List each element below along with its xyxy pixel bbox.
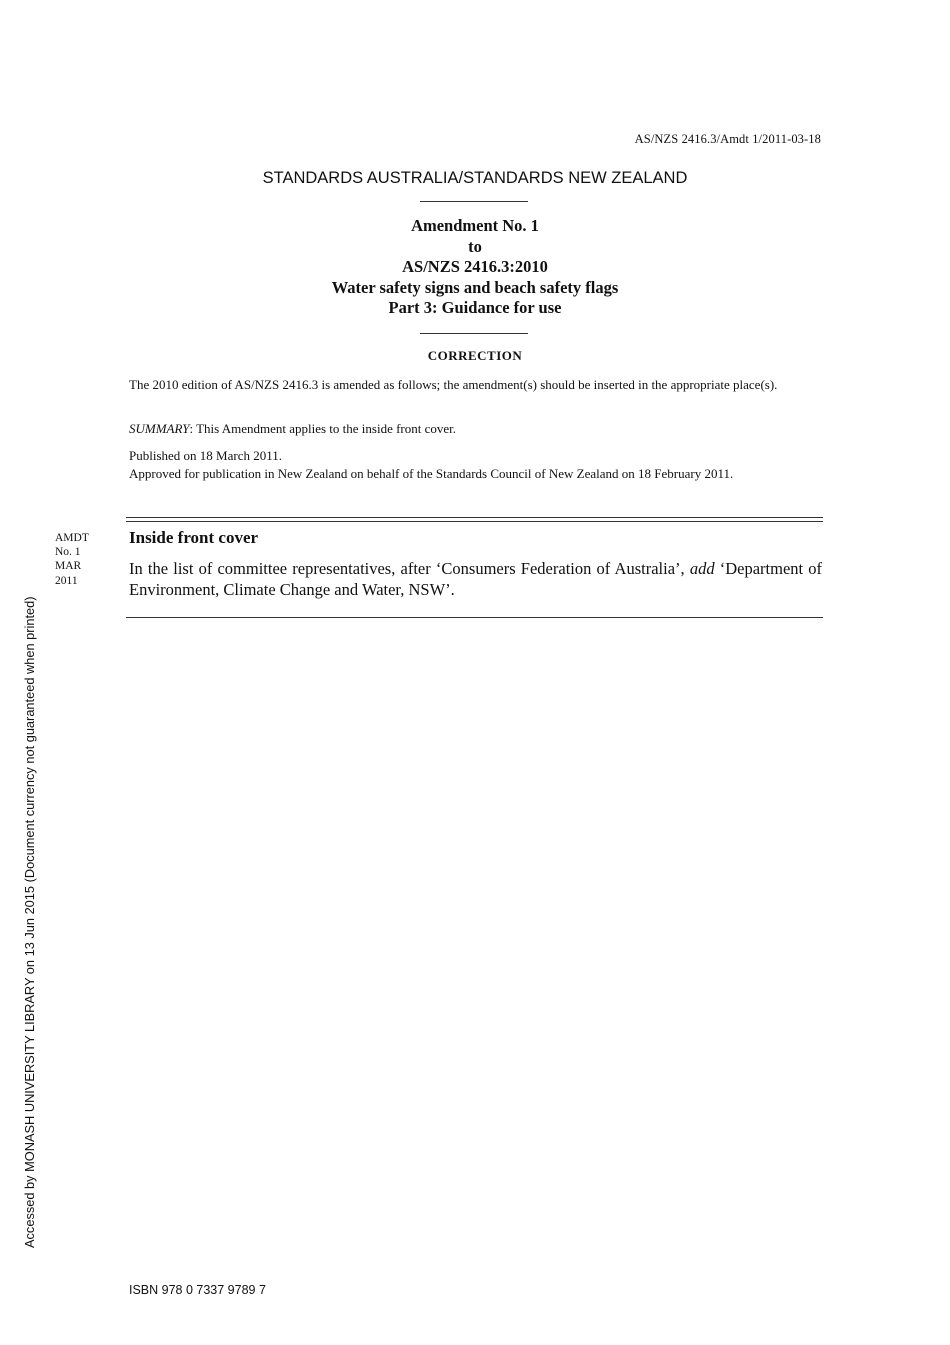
- amendment-top-rule: [126, 517, 823, 522]
- amdt-tag-line: AMDT: [55, 532, 89, 544]
- instruction-before: In the list of committee representatives, after ‘Consumers Federation of Australia’,: [129, 559, 690, 578]
- amendment-instruction: [129, 558, 822, 600]
- title-line-amendment: Amendment No. 1: [411, 216, 539, 235]
- correction-intro: The 2010 edition of AS/NZS 2416.3 is amended as follows; the amendment(s) should be inserted in the appropriate place(s).: [129, 377, 778, 392]
- title-line-standard: AS/NZS 2416.3:2010: [402, 257, 548, 277]
- correction-heading: CORRECTION: [427, 348, 523, 363]
- title-line-to: to: [468, 236, 482, 256]
- summary-label: SUMMARY: [129, 421, 190, 436]
- document-code: AS/NZS 2416.3/Amdt 1/2011-03-18: [634, 132, 821, 146]
- approval-statement: Approved for publication in New Zealand on behalf of the Standards Council of New Zealand on 18 February 2011.: [129, 466, 734, 481]
- title-line-subject: Water safety signs and beach safety flags: [331, 277, 619, 297]
- amdt-tag-number: No. 1: [55, 546, 81, 559]
- isbn: ISBN 978 0 7337 9789 7: [129, 1283, 266, 1297]
- title-line-part: Part 3: Guidance for use: [388, 298, 562, 318]
- amdt-tag-year: 2011: [55, 574, 78, 587]
- amendment-margin-tag: [55, 531, 89, 588]
- title-divider-top: [420, 201, 528, 202]
- published-date: Published on 18 March 2011.: [129, 448, 282, 463]
- summary-text: : This Amendment applies to the inside front cover.: [189, 421, 457, 436]
- title-divider-bottom: [420, 333, 528, 334]
- amendment-bottom-rule: [126, 617, 823, 618]
- instruction-after: ‘Department of Environment, Climate Change and Water, NSW’.: [129, 559, 823, 599]
- access-watermark: Accessed by MONASH UNIVERSITY LIBRARY on 13 Jun 2015 (Document currency not guaranteed when printed): [22, 596, 37, 1248]
- organization-title: STANDARDS AUSTRALIA/STANDARDS NEW ZEALAND: [262, 169, 688, 187]
- section-heading: Inside front cover: [129, 528, 259, 547]
- amendment-title: [0, 216, 950, 319]
- instruction-action: add: [689, 559, 715, 578]
- summary-paragraph: [129, 420, 822, 437]
- amdt-tag-month: MAR: [55, 560, 82, 573]
